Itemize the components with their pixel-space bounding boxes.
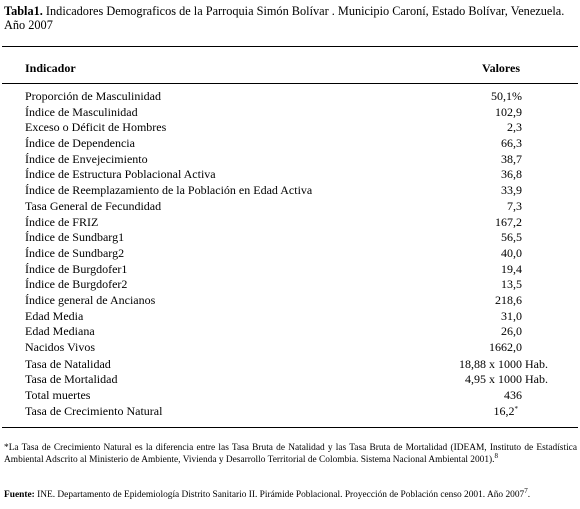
table-row xyxy=(0,120,580,136)
source-ref: 7 xyxy=(524,487,528,495)
column-header-value: Valores xyxy=(482,61,521,75)
indicator-value-text: 218,6 xyxy=(495,292,522,307)
table-row xyxy=(0,262,580,278)
table-row xyxy=(0,230,580,246)
table-header-rule xyxy=(2,83,578,84)
indicator-value xyxy=(507,199,522,215)
indicator-value-text: 4,95 x 1000 Hab. xyxy=(465,372,548,387)
indicator-value-text: 16,2 xyxy=(493,403,515,418)
footnote-text: *La Tasa de Crecimiento Natural es la diferencia entre las Tasa Bruta de Natalidad y las Tasa Bruta de Mortalidad (IDEAM, Instituto de Estadística Ambiental Adscrito al Ministerio de Ambiente, Vivienda y Desarrollo Territorial de Colombia. Sistema Nacional Ambiental 2001). xyxy=(4,443,577,465)
indicator-name: Índice de Burgdofer1 xyxy=(25,261,128,276)
source-label: Fuente: xyxy=(4,490,35,500)
indicator-value-text: 436 xyxy=(504,388,522,403)
table-row xyxy=(0,199,580,215)
table-row xyxy=(0,293,580,309)
indicator-value xyxy=(465,372,548,388)
table-row xyxy=(0,105,580,121)
indicator-value xyxy=(501,183,522,199)
table-row xyxy=(0,152,580,168)
indicator-name: Tasa General de Fecundidad xyxy=(25,198,162,213)
indicator-value xyxy=(495,105,522,121)
indicator-value xyxy=(495,215,522,231)
footnote-ref: 8 xyxy=(494,452,499,460)
indicator-name: Tasa de Natalidad xyxy=(25,356,111,371)
table-top-rule xyxy=(2,46,578,47)
indicator-value xyxy=(494,404,519,420)
indicator-name: Proporción de Masculinidad xyxy=(25,89,161,103)
indicator-name: Edad Media xyxy=(25,308,84,323)
source-end: . xyxy=(527,490,531,500)
indicator-value xyxy=(501,167,522,183)
table-caption xyxy=(4,5,576,32)
indicator-name: Tasa de Crecimiento Natural xyxy=(25,403,163,418)
indicator-value-text: 33,9 xyxy=(501,183,522,198)
column-header-indicator: Indicador xyxy=(25,61,76,75)
source-text: INE. Departamento de Epidemiología Distrito Sanitario II. Pirámide Poblacional. Proyección de Población censo 2001. Año 2007 xyxy=(34,490,525,500)
indicator-name: Índice general de Ancianos xyxy=(25,292,156,307)
table-row xyxy=(0,340,580,356)
table-row xyxy=(0,357,580,373)
indicator-value xyxy=(491,89,522,105)
table-bottom-rule xyxy=(2,427,578,428)
indicator-value-text: 1662,0 xyxy=(489,340,522,354)
indicator-value-text: 167,2 xyxy=(495,214,522,229)
indicator-value-text: 50,1% xyxy=(491,89,522,103)
table-row xyxy=(0,246,580,262)
indicator-value-text: 26,0 xyxy=(501,324,522,339)
indicator-value xyxy=(504,388,522,404)
indicator-name: Índice de Estructura Poblacional Activa xyxy=(25,167,216,182)
indicator-value xyxy=(489,340,522,356)
table-row xyxy=(0,388,580,404)
table-row xyxy=(0,277,580,293)
table-row xyxy=(0,215,580,231)
table-row xyxy=(0,404,580,420)
table-row xyxy=(0,183,580,199)
indicator-value-text: 31,0 xyxy=(501,308,522,323)
indicator-value-text: 36,8 xyxy=(501,167,522,182)
indicator-value xyxy=(507,120,522,136)
indicator-name: Índice de Envejecimiento xyxy=(25,151,148,166)
indicator-value-text: 66,3 xyxy=(501,136,522,151)
indicator-value xyxy=(501,136,522,152)
table-row xyxy=(0,136,580,152)
indicator-value xyxy=(501,324,522,340)
indicator-value xyxy=(501,230,522,246)
indicator-value xyxy=(501,277,522,293)
source-note xyxy=(4,489,577,501)
indicator-name: Total muertes xyxy=(25,388,91,403)
table-row xyxy=(0,324,580,340)
indicator-name: Índice de FRIZ xyxy=(25,214,99,229)
indicator-value-text: 56,5 xyxy=(501,230,522,245)
footnote xyxy=(4,442,577,466)
indicator-value xyxy=(501,262,522,278)
table-row xyxy=(0,167,580,183)
indicator-value xyxy=(459,357,548,373)
indicator-name: Índice de Sundbarg1 xyxy=(25,230,125,245)
table-body xyxy=(0,89,580,419)
indicator-value xyxy=(495,293,522,309)
table-row xyxy=(0,309,580,325)
indicator-value-text: 18,88 x 1000 Hab. xyxy=(459,356,548,371)
indicator-name: Tasa de Mortalidad xyxy=(25,372,118,387)
indicator-value-text: 7,3 xyxy=(507,198,522,213)
caption-label: Tabla1. xyxy=(4,4,43,18)
value-marker: * xyxy=(514,404,518,413)
table-row xyxy=(0,89,580,105)
indicator-name: Nacidos Vivos xyxy=(25,340,96,354)
indicator-name: Índice de Burgdofer2 xyxy=(25,277,128,292)
indicator-value xyxy=(501,246,522,262)
indicator-value-text: 40,0 xyxy=(501,245,522,260)
indicator-value-text: 38,7 xyxy=(501,151,522,166)
indicator-value-text: 102,9 xyxy=(495,104,522,119)
indicator-value-text: 13,5 xyxy=(501,277,522,292)
indicator-value-text: 2,3 xyxy=(507,120,522,135)
indicator-name: Índice de Dependencia xyxy=(25,136,135,151)
indicator-value xyxy=(501,309,522,325)
indicator-value xyxy=(501,152,522,168)
indicator-name: Índice de Reemplazamiento de la Población en Edad Activa xyxy=(25,183,313,198)
indicator-name: Índice de Sundbarg2 xyxy=(25,245,125,260)
indicator-name: Edad Mediana xyxy=(25,324,95,339)
indicator-name: Índice de Masculinidad xyxy=(25,104,138,119)
table-row xyxy=(0,372,580,388)
indicator-name: Exceso o Déficit de Hombres xyxy=(25,120,167,135)
caption-text: Indicadores Demograficos de la Parroquia Simón Bolívar . Municipio Caroní, Estado Bolívar, Venezuela. Año 2007 xyxy=(4,4,565,32)
indicator-value-text: 19,4 xyxy=(501,261,522,276)
